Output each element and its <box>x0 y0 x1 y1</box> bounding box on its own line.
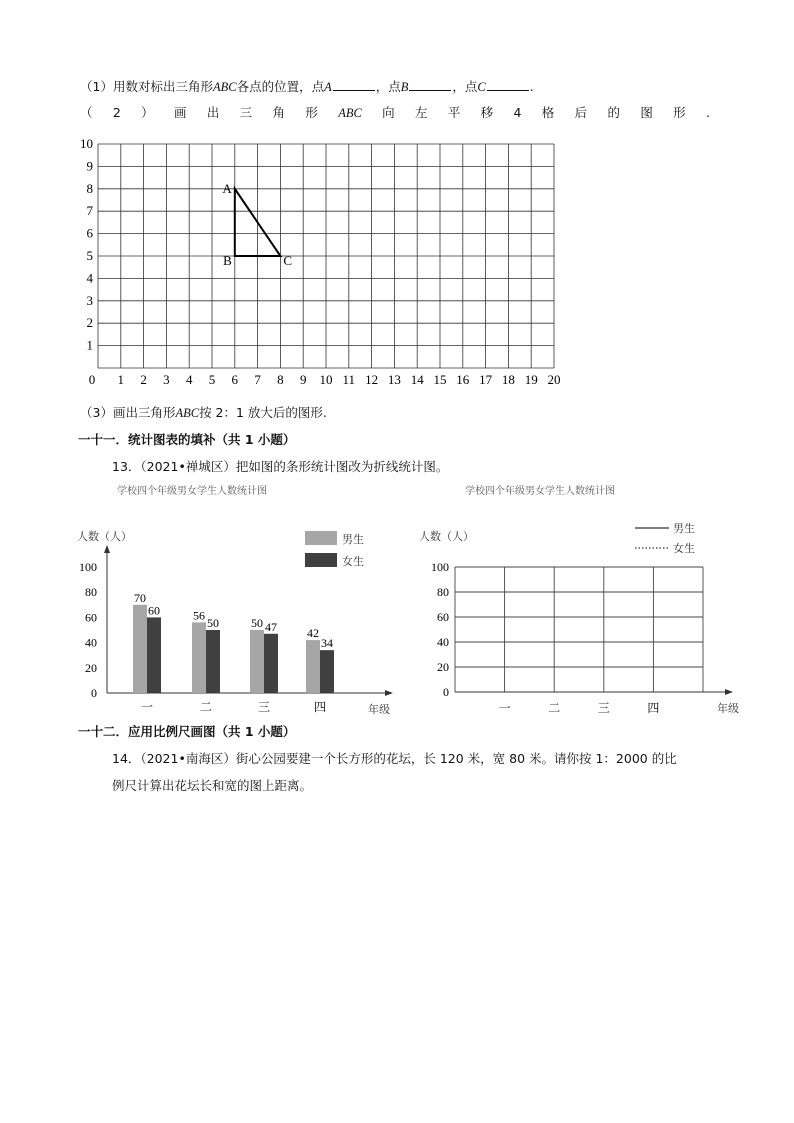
bar <box>133 605 147 693</box>
bar-y-tick: 80 <box>85 585 97 600</box>
y-tick-label: 10 <box>80 136 93 151</box>
x-tick-label: 14 <box>410 372 424 387</box>
line-x-tick: 二 <box>548 701 561 715</box>
bar-chart <box>65 478 405 720</box>
legend-label: 男生 <box>342 534 364 546</box>
line-x-tick: 一 <box>498 701 511 715</box>
x-tick-label: 6 <box>231 372 239 387</box>
q1-part2-token: ABC <box>338 106 362 120</box>
q1-part2-token: 角 <box>272 105 286 120</box>
x-tick-label: 9 <box>299 372 307 387</box>
bar-x-tick: 二 <box>199 700 213 714</box>
q1-point-c-label: C <box>477 80 486 94</box>
q1-part2-token: 形 <box>673 105 686 120</box>
bar-data-label: 34 <box>321 636 333 651</box>
legend-swatch <box>305 531 337 545</box>
x-tick-label: 13 <box>387 372 401 387</box>
q1-point-b-label: B <box>400 80 409 94</box>
q1-part2-token: ） <box>141 105 154 120</box>
bar-data-label: 70 <box>134 590 146 605</box>
y-tick-label: 9 <box>86 158 93 174</box>
y-tick-label: 3 <box>86 292 93 308</box>
bar <box>264 634 278 693</box>
line-x-tick: 三 <box>597 701 610 715</box>
q1-part2-token: 形 <box>305 105 318 120</box>
legend-swatch <box>305 553 337 567</box>
q1-part1-end: . <box>529 79 534 94</box>
q1-part2 <box>80 105 710 121</box>
x-tick-label: 2 <box>140 372 147 387</box>
vertex-b-label: B <box>223 253 232 268</box>
legend-label: 女生 <box>673 543 695 555</box>
bar-x-tick: 三 <box>257 700 271 714</box>
q1-part1-abc: ABC <box>212 80 237 94</box>
bar-y-tick: 20 <box>85 660 97 675</box>
q1-part3-abc: ABC <box>175 406 200 420</box>
line-y-tick: 20 <box>437 660 449 674</box>
x-tick-label: 11 <box>342 372 356 387</box>
answer-blank-c[interactable] <box>487 78 529 91</box>
q1-part2-token: 2 <box>112 105 121 120</box>
y-tick-label: 4 <box>86 270 93 286</box>
line-x-tick: 四 <box>647 701 660 715</box>
bar-x-tick: 四 <box>313 700 327 714</box>
q1-part3-prefix: （3）画出三角形 <box>80 405 176 420</box>
x-tick-label: 10 <box>319 372 333 387</box>
bar-data-label: 60 <box>148 603 160 618</box>
q1-part1-mid: 各点的位置，点 <box>236 79 325 94</box>
bar-data-label: 50 <box>251 616 263 630</box>
bar-y-tick: 60 <box>85 610 97 625</box>
q1-part2-token: 出 <box>206 105 220 120</box>
x-tick-label: 18 <box>501 372 515 387</box>
bar-data-label: 42 <box>307 626 319 641</box>
bar <box>206 630 220 693</box>
bar-y-tick: 100 <box>79 560 97 574</box>
section-12-title: 一十二．应用比例尺画图（共 1 小题） <box>78 724 296 739</box>
x-tick-label: 1 <box>117 372 125 387</box>
bar <box>192 622 206 693</box>
q1-part2-token: （ <box>80 105 93 120</box>
q1-part1 <box>80 78 534 95</box>
y-tick-label: 5 <box>86 248 93 263</box>
vertex-c-label: C <box>283 253 293 268</box>
q1-part2-token: 后 <box>574 105 588 120</box>
x-tick-label: 16 <box>456 372 470 387</box>
line-chart[interactable] <box>405 478 750 720</box>
line-chart-title: 学校四个年级男女学生人数统计图 <box>465 486 615 497</box>
q1-point-a-label: A <box>324 80 332 94</box>
bar-data-label: 56 <box>193 608 205 623</box>
y-tick-label: 6 <box>86 225 93 241</box>
x-tick-label: 0 <box>88 372 96 387</box>
x-tick-label: 20 <box>547 372 561 387</box>
bar <box>147 617 161 693</box>
bar <box>306 640 320 693</box>
q1-part1-prefix: （1）用数对标出三角形 <box>80 79 213 94</box>
bar-y-tick: 0 <box>91 686 97 700</box>
bar-x-tick: 一 <box>140 700 154 714</box>
line-x-arrow <box>725 689 733 695</box>
q1-part3-suffix: 按 2：1 放大后的图形. <box>199 405 327 420</box>
q1-part1-sep1: ，点 <box>375 79 401 94</box>
x-tick-label: 15 <box>433 372 447 387</box>
answer-blank-b[interactable] <box>409 78 451 91</box>
bar-chart-ylabel: 人数（人） <box>77 531 132 543</box>
bar-data-label: 47 <box>265 619 277 634</box>
line-y-tick: 40 <box>437 635 449 649</box>
q14-line2: 例尺计算出花坛长和宽的图上距离。 <box>112 778 313 793</box>
bar-y-arrow <box>104 545 110 553</box>
q1-part2-token: 左 <box>414 105 428 120</box>
x-tick-label: 7 <box>254 372 261 387</box>
q13-text: 13．（2021•禅城区）把如图的条形统计图改为折线统计图。 <box>112 459 449 474</box>
q1-part2-token: 三 <box>239 105 253 120</box>
y-tick-label: 7 <box>86 203 93 219</box>
x-tick-label: 12 <box>365 372 379 387</box>
q1-part2-token: 向 <box>382 105 395 120</box>
q1-part3 <box>80 405 327 421</box>
x-tick-label: 19 <box>524 372 538 387</box>
bar-y-tick: 40 <box>85 635 97 650</box>
q1-part2-token: 平 <box>447 105 461 120</box>
line-y-tick: 100 <box>431 560 449 574</box>
answer-blank-a[interactable] <box>333 78 375 91</box>
section-11-title: 一十一．统计图表的填补（共 1 小题） <box>78 432 296 447</box>
bar <box>320 650 334 693</box>
bar-chart-xlabel: 年级 <box>368 704 390 716</box>
q1-part2-token: 移 <box>480 105 494 120</box>
y-tick-label: 1 <box>86 337 93 353</box>
vertex-a-label: A <box>222 180 232 196</box>
x-tick-label: 3 <box>163 372 170 387</box>
q1-part1-sep2: ，点 <box>452 79 478 94</box>
q1-part2-token: . <box>706 105 710 120</box>
line-y-tick: 60 <box>437 610 449 624</box>
legend-label: 男生 <box>673 523 695 535</box>
x-tick-label: 4 <box>185 372 193 387</box>
line-y-tick: 80 <box>437 585 449 599</box>
x-tick-label: 5 <box>208 372 216 387</box>
q1-part2-token: 画 <box>173 105 187 120</box>
line-chart-xlabel: 年级 <box>717 703 739 715</box>
line-chart-ylabel: 人数（人） <box>419 531 474 543</box>
q1-part2-token: 图 <box>640 105 653 120</box>
x-tick-label: 17 <box>479 372 493 387</box>
q1-part2-token: 4 <box>513 105 522 120</box>
q1-part2-token: 的 <box>607 105 620 120</box>
coordinate-grid[interactable] <box>70 128 570 390</box>
y-tick-label: 8 <box>86 180 93 196</box>
q14-line1: 14．（2021•南海区）街心公园要建一个长方形的花坛，长 120 米，宽 80 米。请你按 1：2000 的比 <box>112 751 677 766</box>
bar-chart-title: 学校四个年级男女学生人数统计图 <box>117 486 267 497</box>
bar-data-label: 50 <box>207 616 219 630</box>
bar <box>250 630 264 693</box>
bar-x-arrow <box>385 690 393 696</box>
line-y-tick: 0 <box>443 685 449 699</box>
legend-label: 女生 <box>342 556 364 568</box>
y-tick-label: 2 <box>86 315 93 331</box>
x-tick-label: 8 <box>277 372 284 387</box>
q1-part2-token: 格 <box>541 105 555 120</box>
